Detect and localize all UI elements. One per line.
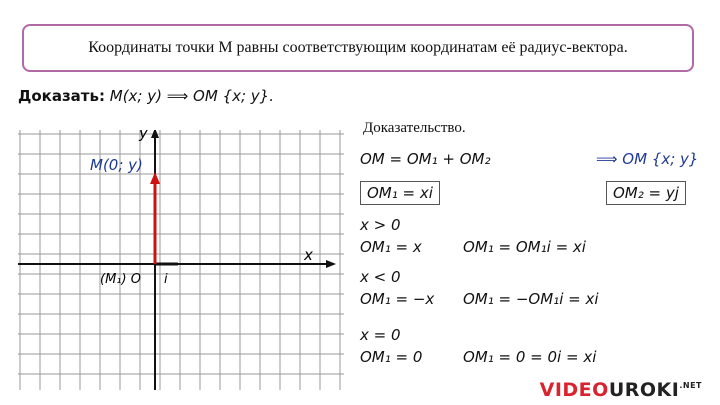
theorem-box	[22, 24, 694, 72]
x-axis-label: x	[304, 246, 313, 264]
case3-length: OM₁ = 0	[360, 348, 423, 366]
unit-vector-label: i	[164, 272, 168, 287]
logo-suffix: .NET	[679, 381, 702, 390]
prove-formula: M(x; y) ⟹ OM {x; y}.	[109, 87, 274, 105]
case3-condition: x = 0	[360, 326, 401, 344]
grid-lines	[18, 130, 344, 390]
logo-part1: VIDEO	[539, 379, 609, 401]
om1-box: OM₁ = xi	[360, 181, 440, 205]
theorem-text: Координаты точки М равны соответствующим координатам её радиус-вектора.	[88, 39, 628, 56]
case3-vector: OM₁ = 0 = 0i = xi	[463, 348, 597, 366]
x-axis-arrow	[326, 260, 336, 268]
videouroki-logo	[540, 379, 702, 401]
point-m-label: M(0; y)	[90, 156, 143, 174]
vector-sum-equation: OM = OM₁ + OM₂	[360, 150, 491, 168]
case1-vector: OM₁ = OM₁i = xi	[463, 238, 586, 256]
proof-title: Доказательство.	[363, 120, 466, 136]
prove-statement	[18, 87, 274, 105]
case1-condition: x > 0	[360, 216, 401, 234]
om2-box: OM₂ = yj	[606, 181, 686, 205]
case1-length: OM₁ = x	[360, 238, 422, 256]
logo-part2: UROKI	[608, 379, 680, 401]
prove-label: Доказать:	[18, 87, 105, 105]
case2-length: OM₁ = −x	[360, 290, 435, 308]
y-axis-label: y	[139, 130, 148, 142]
coordinate-grid	[18, 130, 358, 390]
case2-vector: OM₁ = −OM₁i = xi	[463, 290, 599, 308]
conclusion-coordinates: ⟹ OM {x; y}	[596, 150, 699, 168]
case2-condition: x < 0	[360, 268, 401, 286]
origin-label: (M₁) O	[100, 272, 141, 287]
